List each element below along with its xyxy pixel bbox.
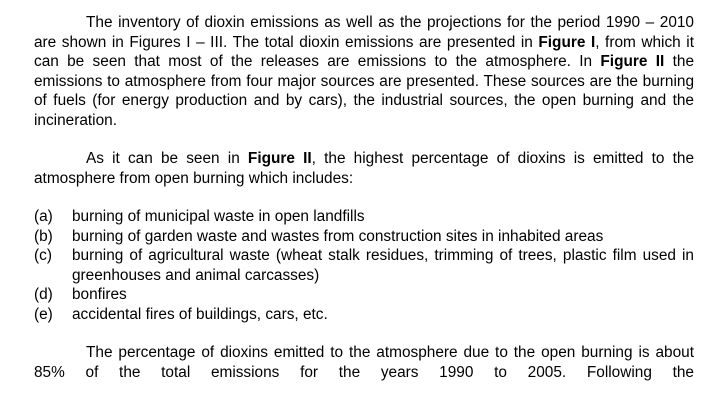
figure-reference: Figure I [538, 33, 596, 51]
figure-reference: Figure II [600, 53, 665, 70]
open-burning-list [34, 207, 694, 324]
paragraph-text: The percentage of dioxins emitted to the atmosphere due to the open burning is about 85% of the total emissions for the years 1990 to 2005. Following the [34, 344, 694, 381]
paragraph-text: As it can be seen in [86, 150, 248, 167]
list-marker: (d) [34, 286, 53, 303]
list-item [34, 246, 694, 285]
list-item-text: bonfires [72, 286, 127, 303]
list-marker: (a) [34, 208, 53, 225]
document-page [34, 13, 694, 382]
list-marker: (c) [34, 247, 52, 264]
list-item [34, 285, 694, 305]
list-item-text: accidental fires of buildings, cars, etc. [72, 305, 328, 323]
paragraph-percentage [34, 343, 694, 382]
list-item [34, 227, 694, 247]
paragraph-text: , the highest percentage of dioxins is emitted to the atmosphere from open burning which includes: [34, 150, 695, 187]
list-item [34, 305, 694, 325]
paragraph-text: the emissions to atmosphere from four major sources are presented. These sources are the burning of fuels (for energy production and by cars), the industrial sources, the open burning and the incineration. [34, 53, 695, 129]
list-marker: (e) [34, 305, 53, 323]
paragraph-open-burning [34, 149, 694, 188]
list-item-text: burning of garden waste and wastes from construction sites in inhabited areas [72, 227, 604, 245]
paragraph-text: The inventory of dioxin emissions as well as the projections for the period 1990 – 2010 are shown in Figures I – III. The total dioxin emissions are presented in [34, 14, 694, 51]
figure-reference: Figure II [247, 150, 312, 167]
list-item-text: burning of municipal waste in open landfills [72, 208, 365, 225]
list-item-text: burning of agricultural waste (wheat stalk residues, trimming of trees, plastic film used in greenhouses and animal carcasses) [72, 247, 694, 284]
paragraph-emissions-inventory [34, 13, 694, 130]
list-item [34, 207, 694, 227]
list-marker: (b) [34, 227, 53, 245]
paragraph-text: , from which it can be seen that most of the releases are emissions to the atmosphere. In [34, 33, 694, 70]
